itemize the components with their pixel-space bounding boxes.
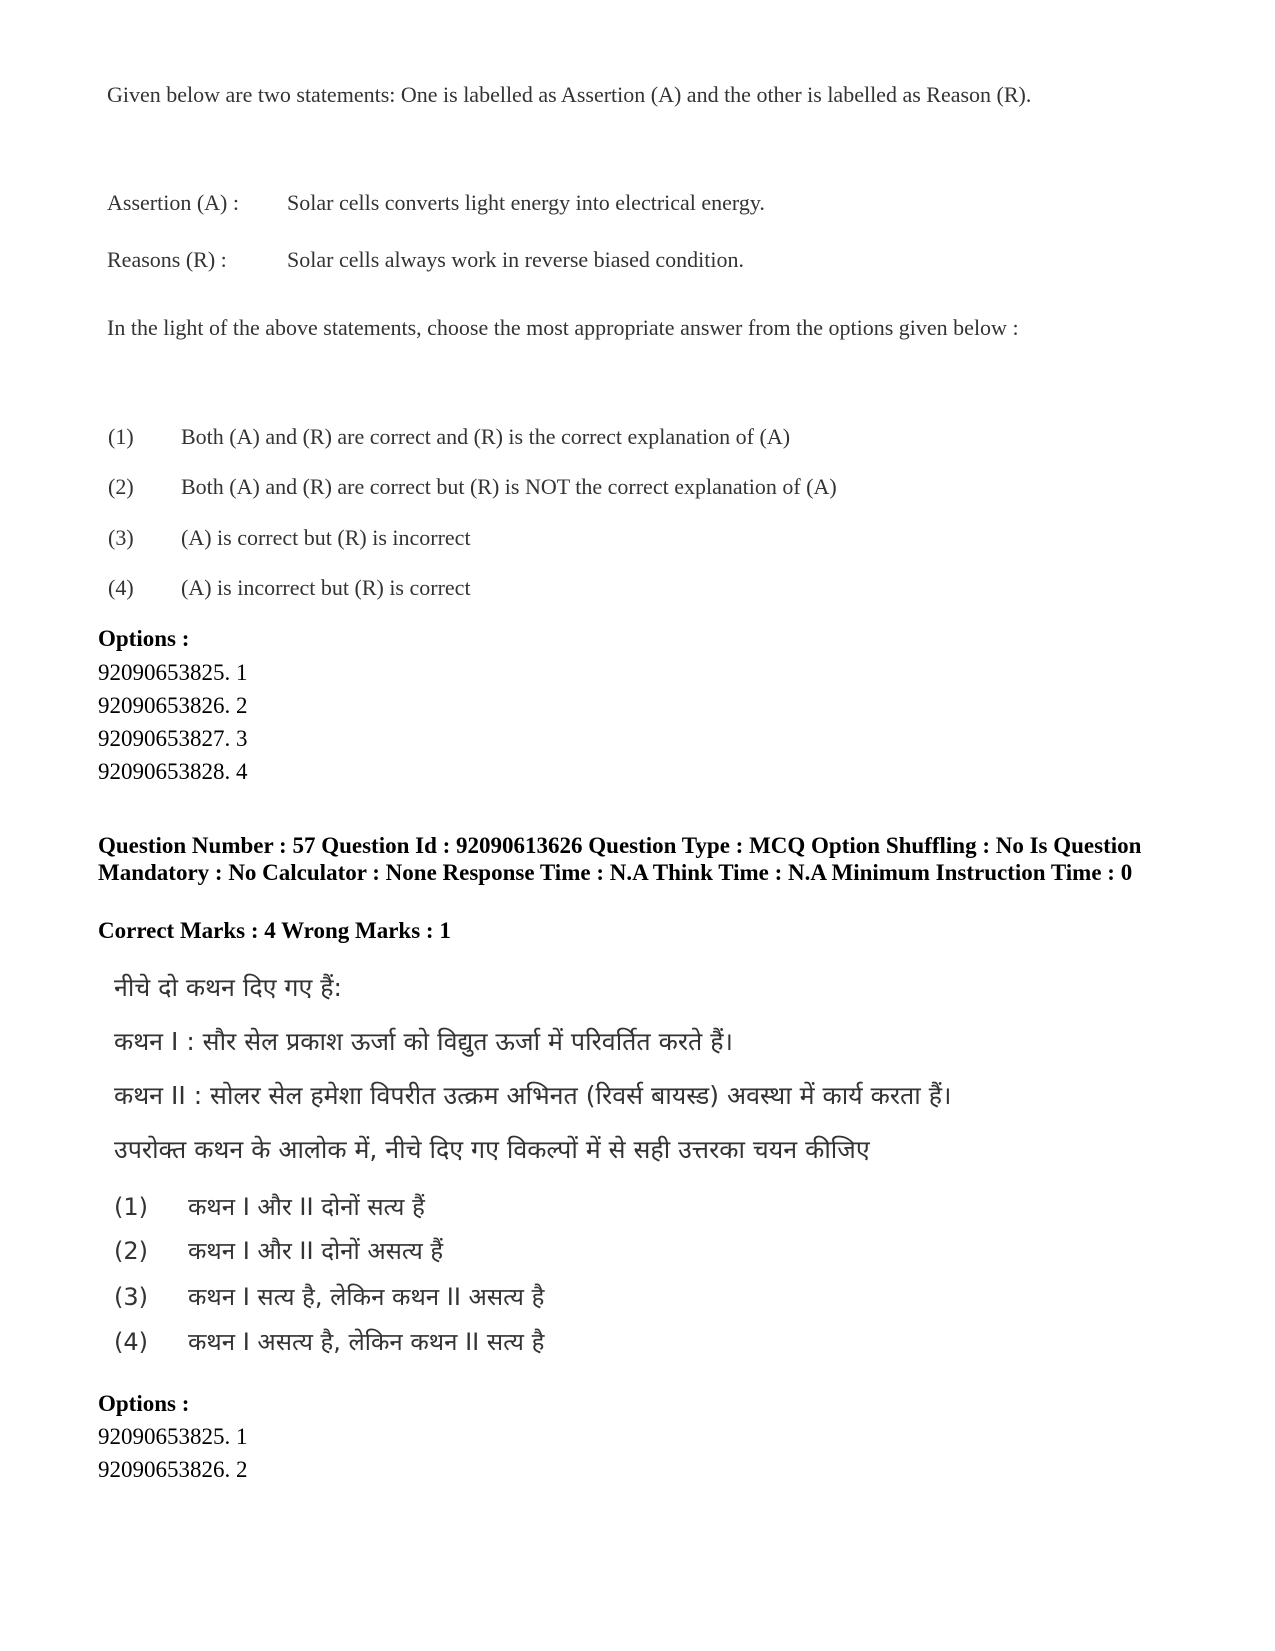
option-text: Both (A) and (R) are correct and (R) is the correct explanation of (A) <box>181 424 791 449</box>
assertion-text: Solar cells converts light energy into electrical energy. <box>287 190 765 215</box>
option-number: (3) <box>108 525 134 550</box>
hindi-option-4 <box>114 1325 544 1358</box>
option-id-item: 92090653825. 1 <box>98 1424 248 1449</box>
question-marks: Correct Marks : 4 Wrong Marks : 1 <box>98 918 451 943</box>
option-number: (4) <box>114 1328 148 1356</box>
option-text: कथन I असत्य है, लेकिन कथन II सत्य है <box>188 1328 545 1356</box>
option-text: (A) is correct but (R) is incorrect <box>181 525 471 550</box>
option-text: Both (A) and (R) are correct but (R) is NOT the correct explanation of (A) <box>181 474 837 499</box>
assertion-label: Assertion (A) : <box>107 190 239 215</box>
hindi-statement-1: कथन I : सौर सेल प्रकाश ऊर्जा को विद्युत ऊर्जा में परिवर्तित करते हैं। <box>114 1027 734 1056</box>
option-id-item: 92090653825. 1 <box>98 660 248 685</box>
option-number: (2) <box>108 474 134 499</box>
option-text: कथन I और II दोनों असत्य हैं <box>188 1237 444 1265</box>
hindi-prompt: उपरोक्त कथन के आलोक में, नीचे दिए गए विकल्पों में से सही उत्तरका चयन कीजिए <box>114 1135 870 1164</box>
hindi-option-1 <box>114 1190 425 1223</box>
option-number: (3) <box>114 1283 148 1311</box>
option-text: कथन I और II दोनों सत्य हैं <box>188 1193 425 1221</box>
reason-label: Reasons (R) : <box>107 247 227 272</box>
option-text: (A) is incorrect but (R) is correct <box>181 575 471 600</box>
options-heading-2: Options : <box>98 1391 190 1416</box>
english-option-2 <box>108 474 837 500</box>
option-id-item: 92090653826. 2 <box>98 693 248 718</box>
question-meta: Question Number : 57 Question Id : 92090613626 Question Type : MCQ Option Shuffling : No Is Question Mandatory : No Calculator : None Response Time : N.A Think Time : N.A Minimum Instruction Time : 0 <box>98 833 1142 885</box>
english-option-1 <box>108 424 790 450</box>
option-number: (1) <box>108 424 134 449</box>
option-text: कथन I सत्य है, लेकिन कथन II असत्य है <box>188 1283 545 1311</box>
option-id-item: 92090653826. 2 <box>98 1457 248 1482</box>
option-id-item: 92090653827. 3 <box>98 726 248 751</box>
hindi-intro: नीचे दो कथन दिए गए हैं: <box>114 973 342 1002</box>
english-intro: Given below are two statements: One is labelled as Assertion (A) and the other is labelled as Reason (R). <box>107 82 1032 107</box>
option-id-item: 92090653828. 4 <box>98 759 248 784</box>
reason-row <box>107 247 744 273</box>
assertion-row <box>107 190 765 216</box>
option-number: (2) <box>114 1237 148 1265</box>
hindi-statement-2: कथन II : सोलर सेल हमेशा विपरीत उत्क्रम अभिनत (रिवर्स बायस्ड) अवस्था में कार्य करता हैं। <box>114 1081 952 1110</box>
option-number: (1) <box>114 1193 148 1221</box>
options-heading-1: Options : <box>98 626 190 651</box>
reason-text: Solar cells always work in reverse biased condition. <box>287 247 744 272</box>
option-number: (4) <box>108 575 134 600</box>
hindi-option-2 <box>114 1234 443 1267</box>
english-option-3 <box>108 525 471 551</box>
english-prompt: In the light of the above statements, choose the most appropriate answer from the options given below : <box>107 315 1019 340</box>
hindi-option-3 <box>114 1280 544 1313</box>
english-option-4 <box>108 575 471 601</box>
